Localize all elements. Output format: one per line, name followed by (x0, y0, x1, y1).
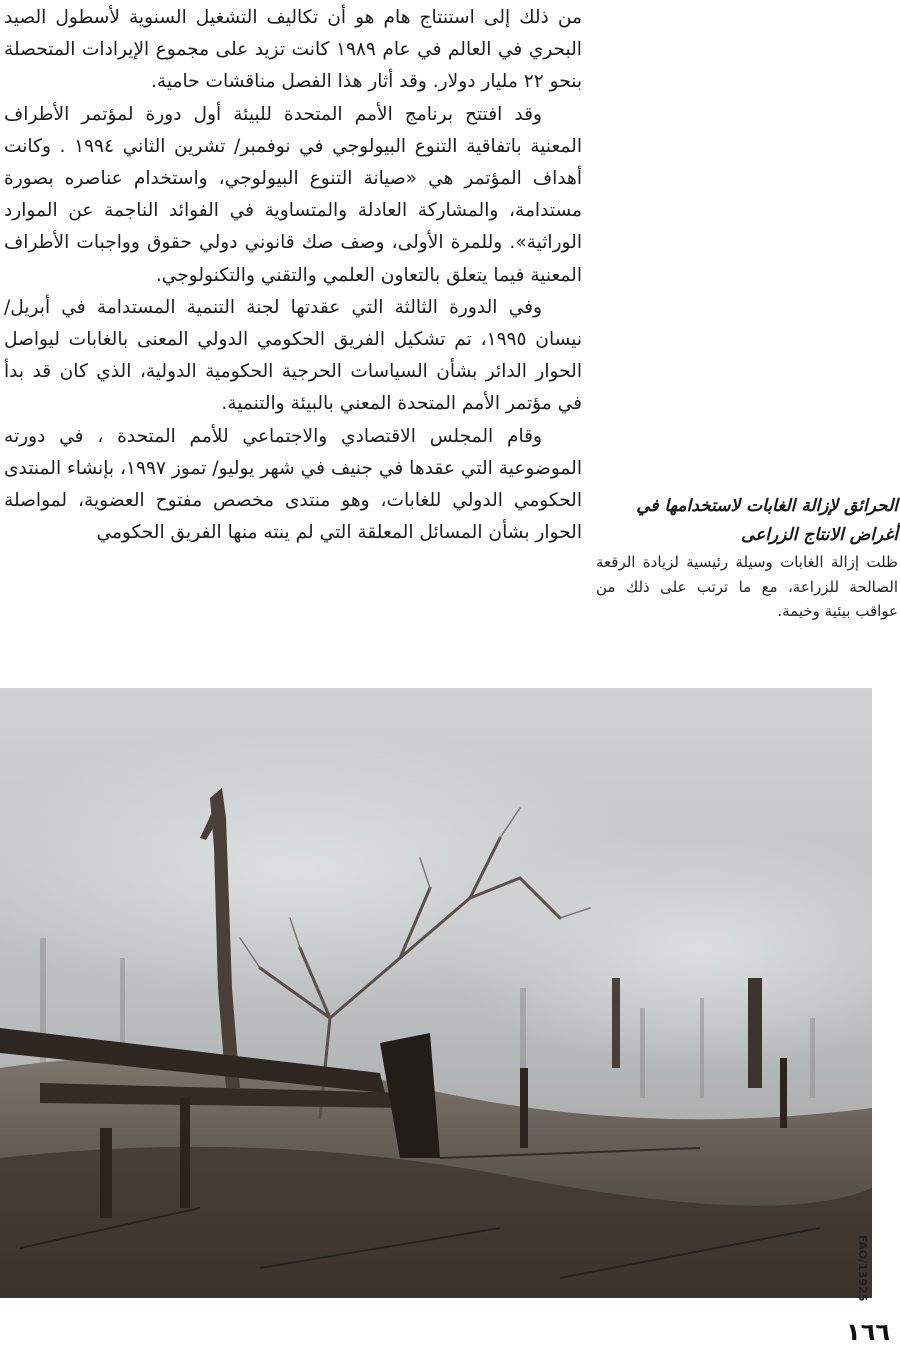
photo-caption (596, 492, 898, 624)
paragraph: وقام المجلس الاقتصادي والاجتماعي للأمم المتحدة ، في دورته الموضوعية التي عقدها في جنيف في شهر يوليو/ تموز ١٩٩٧، بإنشاء المنتدى الحكومي الدولي للغابات، وهو منتدى مخصص مفتوح العضوية، لمواصلة الحوار بشأن المسائل المعلقة التي لم ينته منها الفريق الحكومي (4, 425, 583, 544)
article-body (4, 2, 582, 549)
burned-forest-photo (0, 688, 872, 1302)
paragraph: وفي الدورة الثالثة التي عقدتها لجنة التنمية المستدامة في أبريل/ نيسان ١٩٩٥، تم تشكيل الفريق الحكومي الدولي المعنى بالغابات ليواصل الحوار الدائر بشأن السياسات الحرجية الحكومية الدولية، الذي كان قد بدأ في مؤتمر الأمم المتحدة المعني بالبيئة والتنمية. (4, 296, 582, 415)
photo-credit: FAO/13925 (856, 1235, 869, 1302)
caption-body: ظلت إزالة الغابات وسيلة رئيسية لزيادة الرقعة الصالحة للزراعة، مع ما ترتب على ذلك من عواقب بيئية وخيمة. (596, 553, 898, 620)
paragraph: من ذلك إلى استنتاج هام هو أن تكاليف التشغيل السنوية لأسطول الصيد البحري في العالم في عام ١٩٨٩ كانت تزيد على مجموع الإيرادات المتحصلة بنحو ٢٢ مليار دولار. وقد أثار هذا الفصل مناقشات حامية. (4, 7, 582, 93)
burned-forest-illustration (0, 688, 872, 1302)
page-number: ١٦٦ (846, 1318, 890, 1346)
caption-title: الحرائق لإزالة الغابات لاستخدامها في أغراض الانتاج الزراعى (636, 496, 898, 545)
paragraph: وقد افتتح برنامج الأمم المتحدة للبيئة أول دورة لمؤتمر الأطراف المعنية باتفاقية التنوع البيولوجي في نوفمبر/ تشرين الثاني ١٩٩٤ . وكانت أهداف المؤتمر هي «صيانة التنوع البيولوجي، واستخدام عناصره بصورة مستدامة، والمشاركة العادلة والمتساوية في الفوائد الناجمة عن الموارد الوراثية». وللمرة الأولى، وصف صك قانوني دولي حقوق وواجبات الأطراف المعنية فيما يتعلق بالتعاون العلمي والتقني والتكنولوجي. (4, 103, 582, 286)
